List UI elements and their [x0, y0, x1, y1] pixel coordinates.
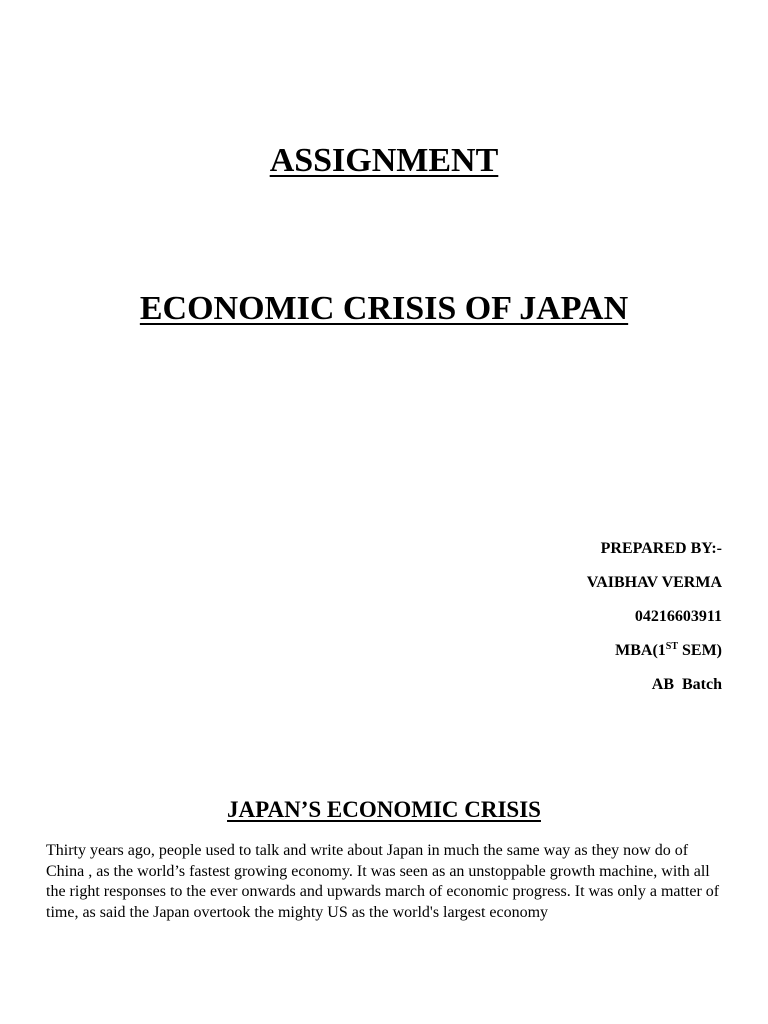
section-paragraph: Thirty years ago, people used to talk and write about Japan in much the same way as they now do of China , as the world’s fastest growing economy. It was seen as an unstoppable growth machine, with all the right responses to the ever onwards and upwards march of economic progress. It was only a matter of time, as said the Japan overtook the mighty US as the world's largest economy [46, 842, 720, 921]
prepared-by-block [587, 532, 722, 702]
course-prefix: MBA(1 [615, 642, 666, 659]
course [587, 634, 722, 668]
course-suffix: SEM) [678, 642, 722, 659]
document-title: ASSIGNMENT [269, 142, 499, 179]
batch: AB Batch [651, 676, 722, 693]
section-heading: JAPAN’S ECONOMIC CRISIS [227, 797, 541, 822]
roll-number: 04216603911 [634, 608, 722, 625]
document-subtitle: ECONOMIC CRISIS OF JAPAN [139, 290, 629, 327]
prepared-by-heading: PREPARED BY:- [600, 540, 722, 557]
course-superscript: ST [665, 641, 678, 652]
author-name: VAIBHAV VERMA [586, 574, 722, 591]
